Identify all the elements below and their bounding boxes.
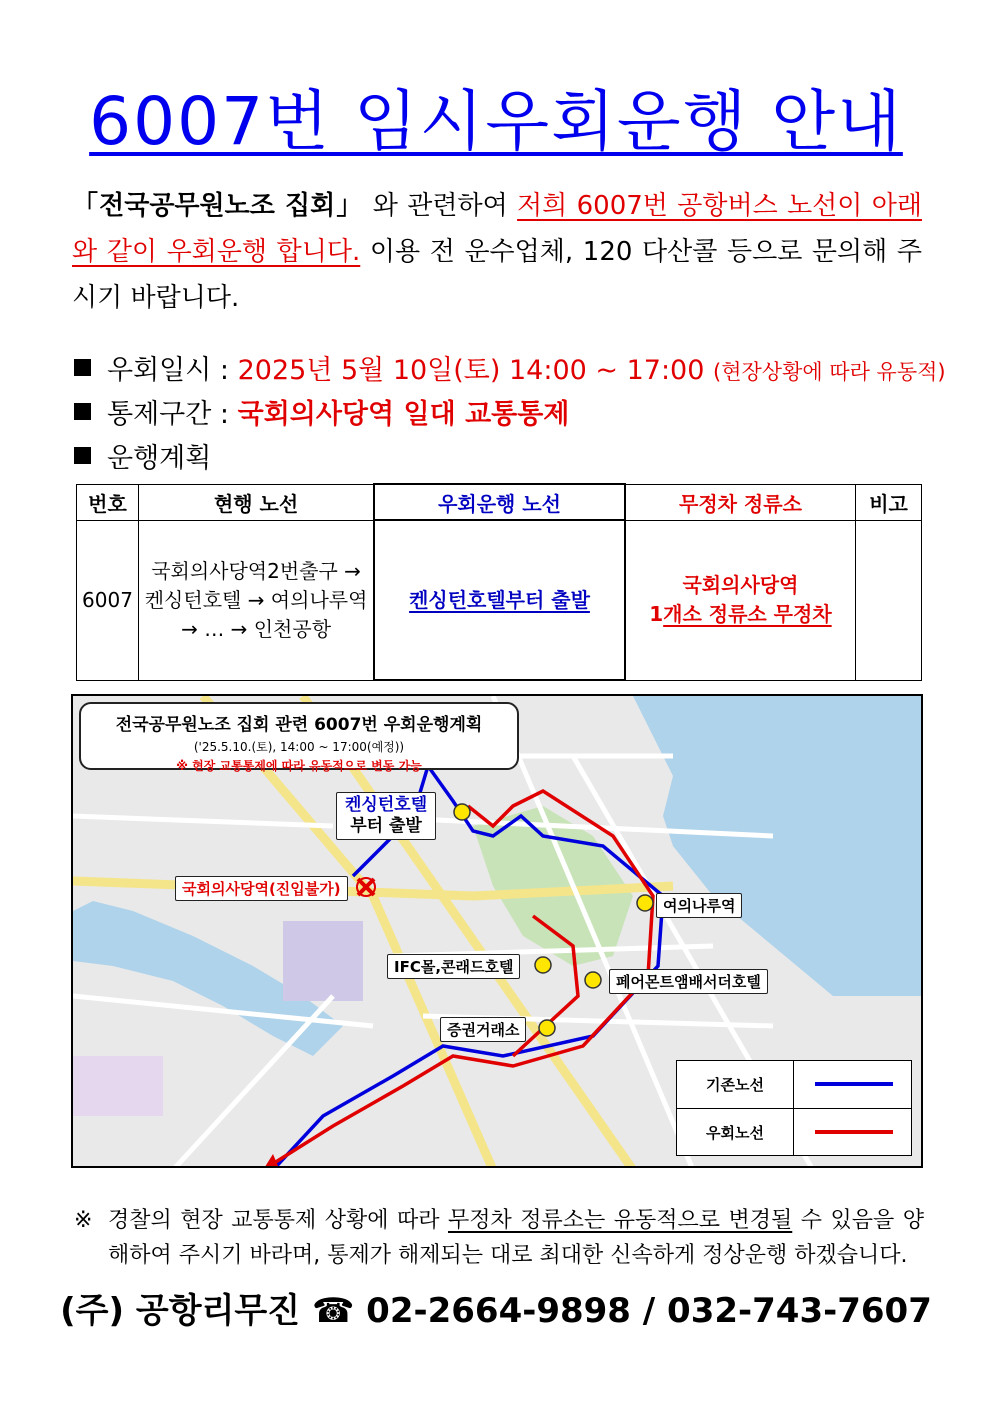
intro-event-name: 「전국공무원노조 집회」	[72, 191, 364, 221]
header-nonstop: 무정차 정류소	[625, 484, 856, 520]
table-header-row	[77, 484, 922, 520]
phone-numbers: 02-2664-9898 / 032-743-7607	[366, 1291, 932, 1331]
note-text-a: 경찰의 현장 교통통제 상황에 따라	[108, 1208, 448, 1233]
detour-route-text: 켄싱턴호텔부터 출발	[409, 587, 590, 612]
legend-detour-label: 우회노선	[677, 1109, 794, 1156]
date-label: 우회일시 :	[107, 355, 230, 386]
legend-detour	[677, 1109, 911, 1156]
header-remark: 비고	[856, 484, 922, 520]
intro-paragraph	[72, 183, 922, 321]
bullet-area	[74, 392, 569, 431]
bullet-plan	[74, 436, 211, 475]
map-label-yeouinaru: 여의나루역	[656, 893, 742, 918]
map-title-box	[79, 702, 519, 773]
nonstop-station: 국회의사당역	[682, 573, 799, 597]
header-current-route: 현행 노선	[138, 484, 374, 520]
footer-contact	[0, 1283, 992, 1332]
notice-note	[74, 1203, 924, 1273]
intro-text-b: 이용 전 운수업체, 120 다산콜 등으로 문의해 주시기 바랍니다.	[72, 237, 922, 313]
current-route-line: → … → 인천공항	[181, 616, 332, 641]
area-value: 국회의사당역 일대 교통통제	[237, 399, 570, 430]
map-label-fairmont: 페어몬트앰배서더호텔	[609, 969, 768, 994]
phone-icon: ☎	[311, 1291, 355, 1331]
nonstop-text: 개소 정류소 무정차	[663, 602, 832, 626]
map-title: 전국공무원노조 집회 관련 6007번 우회운행계획	[115, 715, 483, 735]
legend-existing-label: 기존노선	[677, 1061, 794, 1108]
header-detour-route: 우회운행 노선	[374, 484, 625, 520]
map-warning: ※ 현장 교통통제에 따라 유동적으로 변동 가능	[176, 759, 422, 773]
page-title: 6007번 임시우회운행 안내	[89, 83, 903, 160]
cell-nonstop	[625, 520, 856, 680]
plan-table	[76, 483, 922, 681]
cell-detour-route	[374, 520, 625, 680]
legend-existing	[677, 1061, 911, 1109]
cell-remark	[856, 520, 922, 680]
map-subtitle: ('25.5.10.(토), 14:00 ~ 17:00(예정))	[193, 740, 405, 754]
square-bullet-icon	[74, 403, 91, 420]
current-route-line: 국회의사당역2번출구 →	[151, 558, 361, 583]
plan-label: 운행계획	[107, 443, 212, 474]
area-label: 통제구간 :	[107, 399, 230, 430]
kensington-depart: 부터 출발	[350, 816, 422, 836]
header-number: 번호	[77, 484, 139, 520]
date-note: (현장상황에 따라 유동적)	[713, 360, 946, 384]
table-row	[77, 520, 922, 680]
map-legend	[676, 1060, 912, 1156]
note-text-underlined: 무정차 정류소는 유동적으로 변경될	[448, 1208, 793, 1233]
map-label-securities: 증권거래소	[440, 1017, 526, 1042]
current-route-line: 켄싱턴호텔 → 여의나루역	[144, 587, 368, 612]
cell-number: 6007	[77, 520, 139, 680]
kensington-name: 켄싱턴호텔	[345, 795, 428, 815]
square-bullet-icon	[74, 447, 91, 464]
legend-detour-line	[815, 1130, 893, 1134]
map-label-assembly: 국회의사당역(진입불가)	[175, 876, 348, 901]
bullet-date	[74, 348, 946, 387]
map-label-ifc: IFC몰,콘래드호텔	[387, 954, 520, 979]
nonstop-count: 1	[649, 602, 664, 626]
intro-text-a: 와 관련하여	[363, 191, 518, 221]
cell-current-route	[138, 520, 374, 680]
date-value: 2025년 5월 10일(토) 14:00 ~ 17:00	[237, 355, 705, 386]
legend-existing-line	[815, 1082, 893, 1086]
map-label-kensington	[336, 792, 436, 840]
company-name: (주) 공항리무진	[60, 1291, 301, 1331]
note-text-b: 수 있음을 양해하여 주시기 바라며, 통제가 해제되는 대로 최대한 신속하게 정상운행 하겠습니다.	[108, 1208, 925, 1268]
square-bullet-icon	[74, 359, 91, 376]
route-map	[71, 694, 923, 1168]
intro-detour-notice: 저희 6007번 공항버스 노선이 아래와 같이 우회운행 합니다.	[72, 191, 922, 267]
reference-mark-icon: ※	[74, 1208, 93, 1233]
